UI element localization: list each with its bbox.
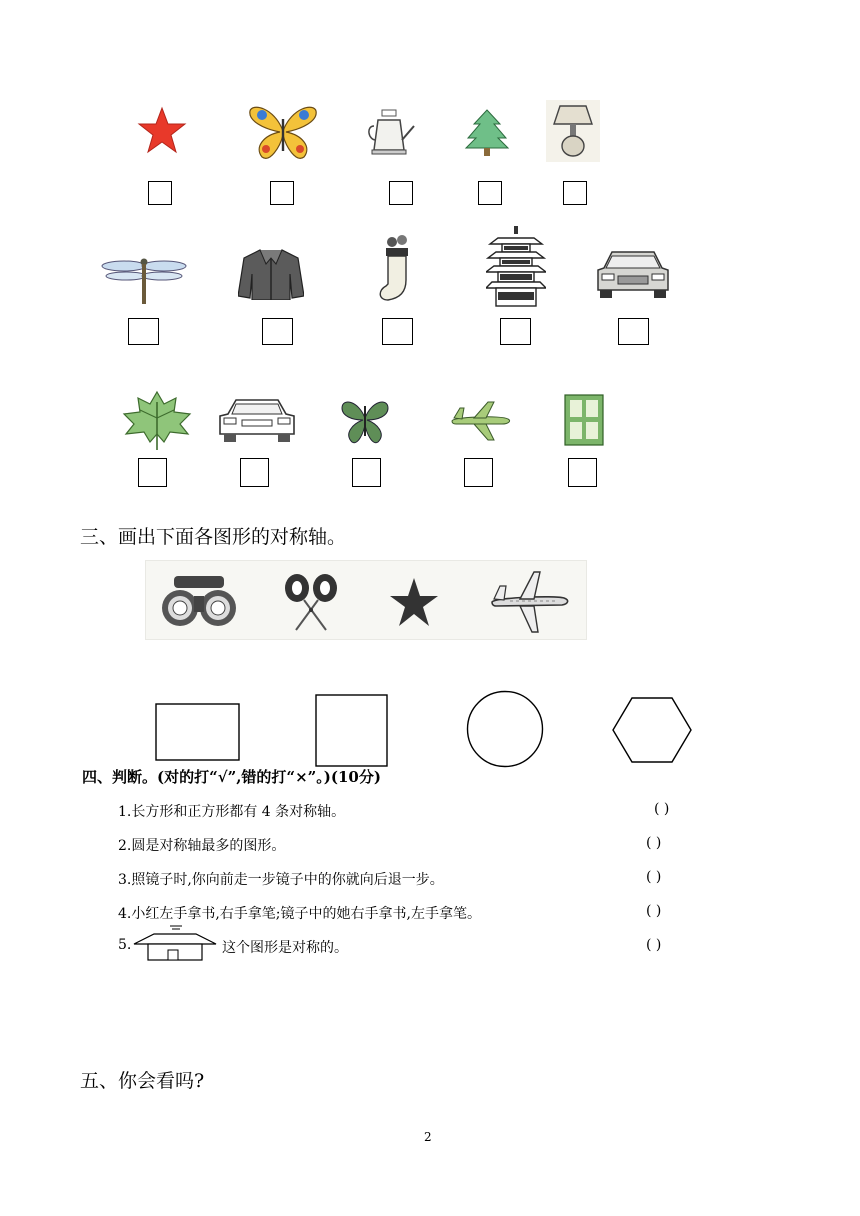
question-4: 4.小红左手拿书,右手拿笔;镜子中的她右手拿书,左手拿笔。 xyxy=(118,906,481,922)
rectangle-shape[interactable] xyxy=(155,703,240,761)
leaf-icon xyxy=(120,388,194,452)
answer-box[interactable] xyxy=(148,181,172,205)
butterfly-icon xyxy=(340,396,390,446)
answer-box[interactable] xyxy=(500,318,531,345)
answer-box[interactable] xyxy=(478,181,502,205)
answer-paren-1[interactable]: ( ) xyxy=(654,801,670,817)
answer-paren-4[interactable]: ( ) xyxy=(646,903,662,919)
tree-icon xyxy=(464,108,510,158)
question-5: 这个图形是对称的。 xyxy=(222,940,348,956)
answer-box[interactable] xyxy=(352,458,381,487)
page-number: 2 xyxy=(424,1130,432,1144)
answer-box[interactable] xyxy=(464,458,493,487)
car-front-icon xyxy=(594,246,672,302)
window-icon xyxy=(564,394,604,446)
answer-box[interactable] xyxy=(262,318,293,345)
answer-box[interactable] xyxy=(138,458,167,487)
question-3: 3.照镜子时,你向前走一步镜子中的你就向后退一步。 xyxy=(118,872,444,888)
answer-box[interactable] xyxy=(568,458,597,487)
star-icon xyxy=(388,576,440,628)
house-icon xyxy=(130,924,220,962)
question-5-number: 5. xyxy=(118,937,132,953)
square-shape[interactable] xyxy=(315,694,388,767)
answer-paren-2[interactable]: ( ) xyxy=(646,835,662,851)
answer-box[interactable] xyxy=(389,181,413,205)
star-icon xyxy=(136,104,188,156)
section-4-title: 四、判断。(对的打“√”,错的打“×”。)(10分) xyxy=(82,768,381,786)
answer-box[interactable] xyxy=(270,181,294,205)
hexagon-shape[interactable] xyxy=(612,697,692,763)
airplane-icon xyxy=(448,400,514,442)
airplane-icon xyxy=(486,568,572,634)
pagoda-icon xyxy=(486,226,546,310)
scissors-icon xyxy=(282,572,340,632)
lamp-icon xyxy=(546,100,600,162)
answer-box[interactable] xyxy=(240,458,269,487)
answer-box[interactable] xyxy=(128,318,159,345)
car-front-icon xyxy=(216,396,298,444)
answer-paren-3[interactable]: ( ) xyxy=(646,869,662,885)
answer-paren-5[interactable]: ( ) xyxy=(646,937,662,953)
section-3-title: 三、画出下面各图形的对称轴。 xyxy=(80,526,347,548)
answer-box[interactable] xyxy=(563,181,587,205)
answer-box[interactable] xyxy=(618,318,649,345)
butterfly-icon xyxy=(246,101,320,163)
dragonfly-icon xyxy=(100,256,188,306)
answer-box[interactable] xyxy=(382,318,413,345)
circle-shape[interactable] xyxy=(466,690,544,768)
question-1: 1.长方形和正方形都有 4 条对称轴。 xyxy=(118,804,346,820)
section-5-title: 五、你会看吗? xyxy=(80,1070,205,1092)
jacket-icon xyxy=(238,246,304,300)
teapot-icon xyxy=(366,106,418,158)
sock-icon xyxy=(376,234,422,304)
binoculars-icon xyxy=(160,574,238,628)
question-2: 2.圆是对称轴最多的图形。 xyxy=(118,838,286,854)
